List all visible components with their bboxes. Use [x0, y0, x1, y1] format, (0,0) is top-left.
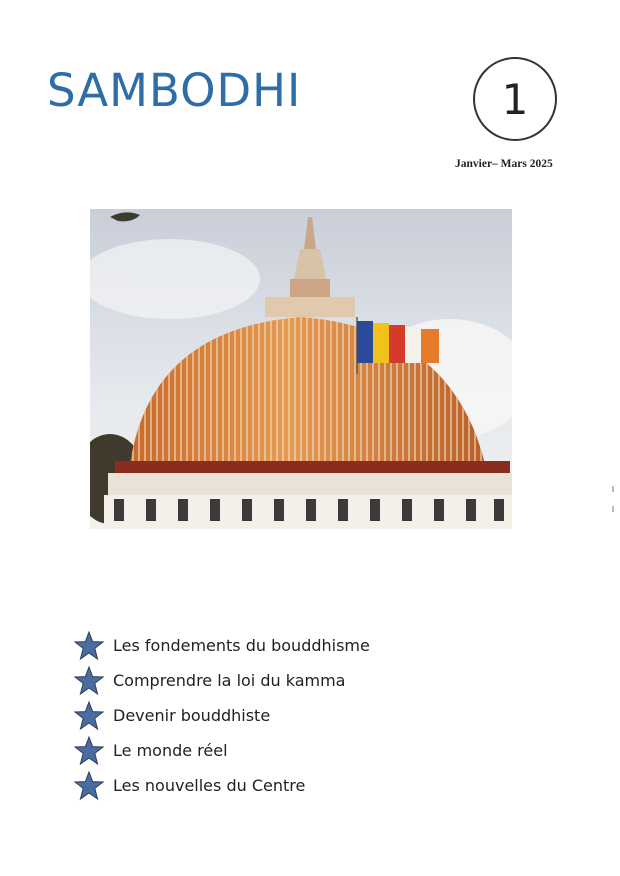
list-item	[74, 663, 370, 698]
scan-mark	[612, 506, 614, 512]
cover-photo-stupa	[90, 209, 512, 529]
contents-item-label: Les fondements du bouddhisme	[113, 636, 370, 655]
contents-item-label: Devenir bouddhiste	[113, 706, 271, 725]
contents-item-label: Les nouvelles du Centre	[113, 776, 306, 795]
issue-date: Janvier– Mars 2025	[455, 158, 553, 170]
star-icon	[74, 631, 104, 661]
list-item	[74, 628, 370, 663]
magazine-title: SAMBODHI	[47, 64, 302, 117]
list-item	[74, 733, 370, 768]
contents-item-label: Comprendre la loi du kamma	[113, 671, 346, 690]
star-icon	[74, 771, 104, 801]
star-icon	[74, 666, 104, 696]
scan-mark	[612, 486, 614, 492]
contents-list	[74, 628, 370, 803]
star-icon	[74, 701, 104, 731]
issue-number: 1	[501, 74, 529, 124]
issue-number-badge	[473, 57, 557, 141]
star-icon	[74, 736, 104, 766]
list-item	[74, 768, 370, 803]
contents-item-label: Le monde réel	[113, 741, 228, 760]
list-item	[74, 698, 370, 733]
